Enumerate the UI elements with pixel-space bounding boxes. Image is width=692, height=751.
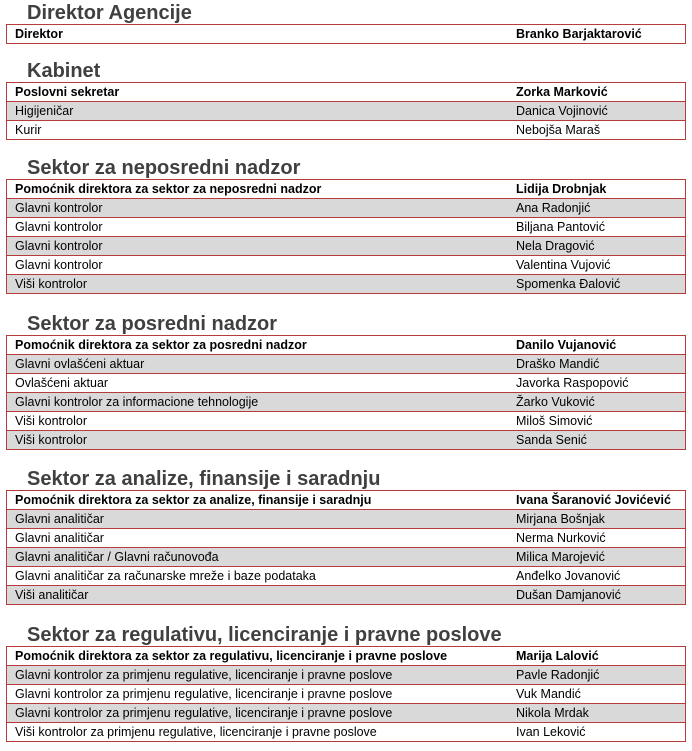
table-row [7,120,685,139]
table-row [7,491,685,509]
staff-table [6,490,686,605]
name-cell: Ivan Leković [516,725,586,739]
table-row [7,411,685,430]
role-cell: Pomoćnik direktora za sektor za posredni nadzor [15,338,307,352]
name-cell: Lidija Drobnjak [516,182,607,196]
name-cell: Danica Vojinović [516,104,608,118]
role-cell: Glavni kontrolor za informacione tehnologije [15,395,259,409]
role-cell: Glavni ovlašćeni aktuar [15,357,145,371]
section-title: Sektor za regulativu, licenciranje i pravne poslove [27,624,502,646]
name-cell: Marija Lalović [516,649,599,663]
name-cell: Žarko Vuković [516,395,595,409]
name-cell: Ana Radonjić [516,201,591,215]
name-cell: Zorka Marković [516,85,608,99]
table-row [7,585,685,604]
section-title: Sektor za posredni nadzor [27,313,278,335]
name-cell: Nela Dragović [516,239,595,253]
table-row [7,392,685,411]
table-row [7,180,685,198]
staff-table [6,179,686,294]
name-cell: Nebojša Maraš [516,123,601,137]
role-cell: Kurir [15,123,42,137]
table-row [7,566,685,585]
table-row [7,703,685,722]
name-cell: Miloš Simović [516,414,593,428]
name-cell: Sanda Senić [516,433,587,447]
name-cell: Anđelko Jovanović [516,569,621,583]
table-row [7,217,685,236]
role-cell: Viši kontrolor [15,277,88,291]
role-cell: Viši kontrolor [15,433,88,447]
name-cell: Ivana Šaranović Jovićević [516,493,671,507]
section-title: Kabinet [27,60,101,82]
section-title: Sektor za neposredni nadzor [27,157,301,179]
name-cell: Spomenka Đalović [516,277,621,291]
table-row [7,547,685,566]
table-row [7,430,685,449]
table-row [7,198,685,217]
name-cell: Branko Barjaktarović [516,27,642,41]
name-cell: Biljana Pantović [516,220,605,234]
role-cell: Glavni kontrolor [15,239,103,253]
role-cell: Viši kontrolor za primjenu regulative, licenciranje i pravne poslove [15,725,377,739]
table-row [7,83,685,101]
name-cell: Nikola Mrdak [516,706,589,720]
table-row [7,509,685,528]
role-cell: Glavni analitičar [15,531,104,545]
role-cell: Viši analitičar [15,588,89,602]
name-cell: Valentina Vujović [516,258,611,272]
name-cell: Javorka Raspopović [516,376,629,390]
role-cell: Higijeničar [15,104,74,118]
name-cell: Pavle Radonjić [516,668,600,682]
section-title: Direktor Agencije [27,2,192,24]
name-cell: Draško Mandić [516,357,600,371]
name-cell: Vuk Mandić [516,687,581,701]
role-cell: Direktor [15,27,63,41]
name-cell: Mirjana Bošnjak [516,512,605,526]
name-cell: Dušan Damjanović [516,588,621,602]
role-cell: Poslovni sekretar [15,85,120,99]
table-row [7,336,685,354]
role-cell: Pomoćnik direktora za sektor za regulativu, licenciranje i pravne poslove [15,649,448,663]
role-cell: Glavni kontrolor za primjenu regulative, licenciranje i pravne poslove [15,706,393,720]
staff-table [6,24,686,44]
staff-table [6,82,686,140]
role-cell: Glavni kontrolor za primjenu regulative, licenciranje i pravne poslove [15,687,393,701]
role-cell: Glavni kontrolor [15,201,103,215]
role-cell: Glavni analitičar / Glavni računovođa [15,550,219,564]
role-cell: Viši kontrolor [15,414,88,428]
role-cell: Glavni kontrolor [15,258,103,272]
table-row [7,722,685,741]
name-cell: Milica Marojević [516,550,605,564]
name-cell: Danilo Vujanović [516,338,617,352]
table-row [7,354,685,373]
role-cell: Glavni analitičar za računarske mreže i baze podataka [15,569,316,583]
staff-table [6,646,686,742]
table-row [7,236,685,255]
table-row [7,684,685,703]
table-row [7,528,685,547]
table-row [7,274,685,293]
role-cell: Glavni kontrolor [15,220,103,234]
name-cell: Nerma Nurković [516,531,606,545]
role-cell: Ovlašćeni aktuar [15,376,109,390]
role-cell: Glavni kontrolor za primjenu regulative, licenciranje i pravne poslove [15,668,393,682]
table-row [7,255,685,274]
role-cell: Pomoćnik direktora za sektor za analize, finansije i saradnju [15,493,372,507]
table-row [7,665,685,684]
table-row [7,647,685,665]
role-cell: Glavni analitičar [15,512,104,526]
table-row [7,101,685,120]
table-row [7,373,685,392]
role-cell: Pomoćnik direktora za sektor za neposredni nadzor [15,182,322,196]
table-row [7,25,685,43]
staff-table [6,335,686,450]
section-title: Sektor za analize, finansije i saradnju [27,468,381,490]
